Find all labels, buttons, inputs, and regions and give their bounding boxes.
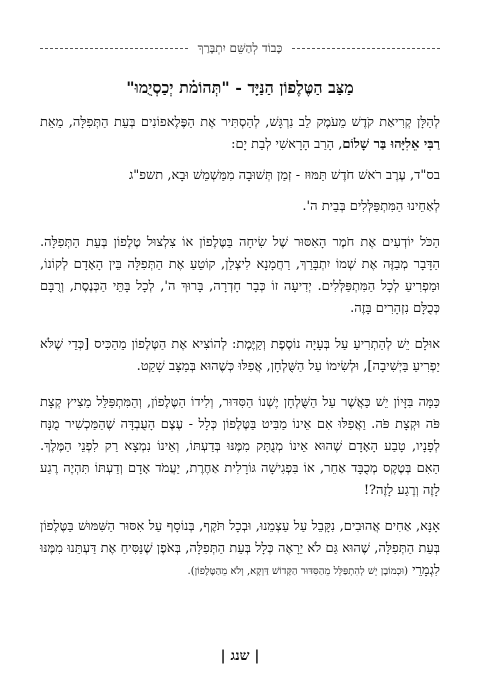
article-body bbox=[40, 112, 440, 592]
closing-note: (וּכְמוֹבָן יֵשׁ לְהִתְפַּלֵּל מֵהַסִּדּוּר הַקָּדוֹשׁ דַּוְקָא, וְלֹא מֵהַטֶּלֶפוֹן). bbox=[187, 566, 408, 577]
paragraph-2: אוּלָם יֵשׁ לְהַתְרִיעַ עַל בְּעָיָה נוֹסֶפֶת וְקַיֶּמֶת: לְהוֹצִיא אֶת הַטֶּלֶפוֹן מֵהַכִּיס [כְּדֵי שֶׁלֹּא יַפְרִיעַ בַּיְשִׁיבָה], וּלְשִׂימוֹ עַל הַשֻּׁלְחָן, אֲפִלּוּ כְּשֶׁהוּא בְּמַצָּב שָׁקֵט. bbox=[40, 337, 440, 374]
running-header bbox=[40, 40, 440, 56]
page-title: מַצַּב הַטֶּלֶפוֹן הַנַּיָּד - "תְּהוֹמ֗ת יְכַסְיֻמוּ" bbox=[126, 78, 354, 97]
intro-paragraph bbox=[40, 112, 440, 156]
intro-tail: , הָרַב הָרָאשִׁי לְבַת יָם: bbox=[231, 137, 343, 152]
intro-lead: לְהַלָּן קְרִיאַת קֹדֶשׁ מֵעֹמֶק לֵב נִרְגָּשׁ, לְהַסְתִּיר אֶת הַפֶּלֶאפוֹנִים בְּעֵת הַתְּפִלָּה, מֵאֵת bbox=[40, 115, 440, 130]
header-rule-left bbox=[40, 48, 188, 49]
closing-main: אָנָּא, אַחִים אֲהוּבִים, נִקָּבֵל עַל עַצְמֵנוּ, וּבְכָל תֹּקֶף, בְּנוֹסָף עַל אִסּוּר הַשִּׁמּוּשׁ בַּטֶּלֶפוֹן בְּעֵת הַתְּפִלָּה, שֶׁהוּא גַּם לֹא יֵרָאֶה כְּלָל בְּעֵת הַתְּפִלָּה, בְּאֹפֶן שֶׁנַּסִּיחַ אֶת דַּעְתֵּנוּ מִמֶּנּוּ לִגְמָרֵי bbox=[40, 519, 440, 578]
paragraph-3: כַּמָּה בִּזָּיוֹן יֵשׁ כַּאֲשֶׁר עַל הַשֻּׁלְחָן יֶשְׁנוֹ הַסִּדּוּר, וְלִידוֹ הַטֶּלֶפוֹן, וְהַמִּתְפַּלֵּל מֵצִיץ קְצָת פֹּה וּקְצָת פֹּה. וַאֲפִלּוּ אִם אֵינוֹ מַבִּיט בַּטֶּלֶפוֹן כְּלָל - עֶצֶם הָעֻבְדָּה שֶׁהַמַּכְשִׁיר מֻנָּח לְפָנָיו, טָבַע הָאָדָם שֶׁהוּא אֵינוֹ מְנֻתָּק מִמֶּנּוּ בְּדַעְתּוֹ, וְאֵינוֹ נִמְצָא רַק לִפְנֵי הַמֶּלֶךְ. הַאִם בְּטֶקֶס מְכֻבָּד אַחֵר, אוֹ בִּפְגִישָׁה גּוֹרָלִית אַחֶרֶת, יַעֲמֹד אָדָם וְדַעְתּוֹ תִּהְיֶה רֶגַע לָזֶה וְרֶגַע לָזֶה?! bbox=[40, 395, 440, 498]
header-rule-right bbox=[292, 48, 440, 49]
rabbi-name: רַבִּי אֵלִיָּהוּ בַּר שָׁלוֹם bbox=[342, 137, 440, 152]
page-number: | שנג | bbox=[220, 648, 260, 664]
paragraph-1: הַכֹּל יוֹדְעִים אֶת חֹמֶר הָאִסּוּר שֶׁל שִׂיחָה בַּטֶּלֶפוֹן אוֹ צִלְצוּל טֶלֶפוֹן בְּעֵת הַתְּפִלָּה. הַדָּבָר מְבַזֶּה אֶת שְׁמוֹ יִתְבָּרַךְ, רַחֲמָנָא לִיצְלַן, קוֹטֵעַ אֶת הַתְּפִלָּה בֵּין הָאָדָם לְקוֹנוֹ, וּמַפְרִיעַ לְכָל הַמִּתְפַּלְּלִים. יְדִיעָה זוֹ כְּבָר חָדְרָה, בָּרוּךְ ה', לְכָל בָּתֵּי הַכְּנֶסֶת, וְרֻבָּם כְּכֻלָּם נִזְהָרִים בָּזֶה. bbox=[40, 235, 440, 316]
greeting: לְאַחֵינוּ הַמִּתְפַּלְּלִים בְּבֵית ה'. bbox=[302, 199, 440, 214]
header-text: כָּבוֹד לְהַשֵּׁם יִתְבָּרַךְ bbox=[197, 40, 283, 55]
dateline: בס"ד, עֶרֶב רֹאשׁ חֹדֶשׁ תַּמּוּז - זְמַן תְּשׁוּבָה מִמַּשְׁמֵשׁ וּבָא, תשפ"ג bbox=[129, 168, 440, 183]
closing-paragraph bbox=[40, 516, 440, 583]
